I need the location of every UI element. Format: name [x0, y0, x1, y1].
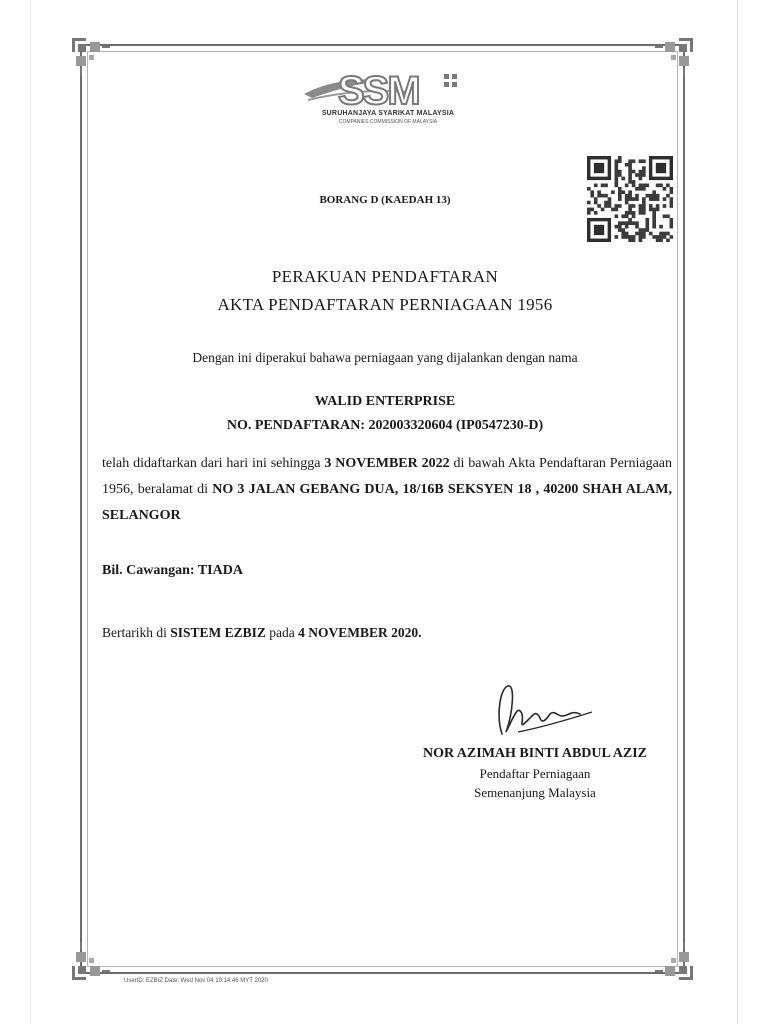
signatory-name: NOR AZIMAH BINTI ABDUL AZIZ [422, 746, 648, 761]
footer-meta: UserID: EZBIZ Date: Wed Nov 04 10:14:46 MYT 2020 [124, 978, 268, 984]
corner-ornament-icon [647, 934, 693, 980]
ssm-logo [298, 66, 478, 128]
intro-text: Dengan ini diperakui bahawa perniagaan yang dijalankan dengan nama [192, 350, 578, 365]
signatory-region: Semenanjung Malaysia [474, 785, 596, 800]
corner-ornament-icon [647, 38, 693, 84]
body-text: telah didaftarkan dari hari ini sehingga [102, 456, 325, 471]
form-label: BORANG D (KAEDAH 13) [319, 194, 451, 206]
issue-system: SISTEM EZBIZ [170, 625, 266, 640]
body-text: di bawah Akta Pendaftaran Perniagaan 1956, beralamat di [102, 456, 673, 497]
issue-date: 4 NOVEMBER 2020. [298, 625, 422, 640]
registration-statement [102, 451, 672, 529]
dated-text: Bertarikh di [102, 625, 171, 640]
signatory-title: Pendaftar Perniagaan [479, 766, 591, 781]
issue-statement [102, 625, 422, 641]
dated-text: pada [265, 625, 299, 640]
corner-ornament-icon [72, 38, 118, 84]
corner-ornament-icon [72, 934, 118, 980]
signature-icon [488, 676, 598, 748]
business-address: NO 3 JALAN GEBANG DUA, 18/16B SEKSYEN 18 , 40200 SHAH ALAM, SELANGOR [102, 482, 673, 523]
expiry-date: 3 NOVEMBER 2022 [324, 456, 450, 471]
branch-count: Bil. Cawangan: TIADA [102, 563, 243, 578]
business-name: WALID ENTERPRISE [314, 394, 456, 409]
certificate-act: AKTA PENDAFTARAN PERNIAGAAN 1956 [217, 295, 553, 314]
certificate-title: PERAKUAN PENDAFTARAN [271, 267, 499, 286]
logo-name: SURUHANJAYA SYARIKAT MALAYSIA [321, 110, 455, 117]
logo-subname: COMPANIES COMMISSION OF MALAYSIA [338, 119, 438, 125]
registration-number: NO. PENDAFTARAN: 202003320604 (IP0547230-D) [226, 418, 544, 433]
logo-abbrev: SSM [338, 69, 419, 110]
